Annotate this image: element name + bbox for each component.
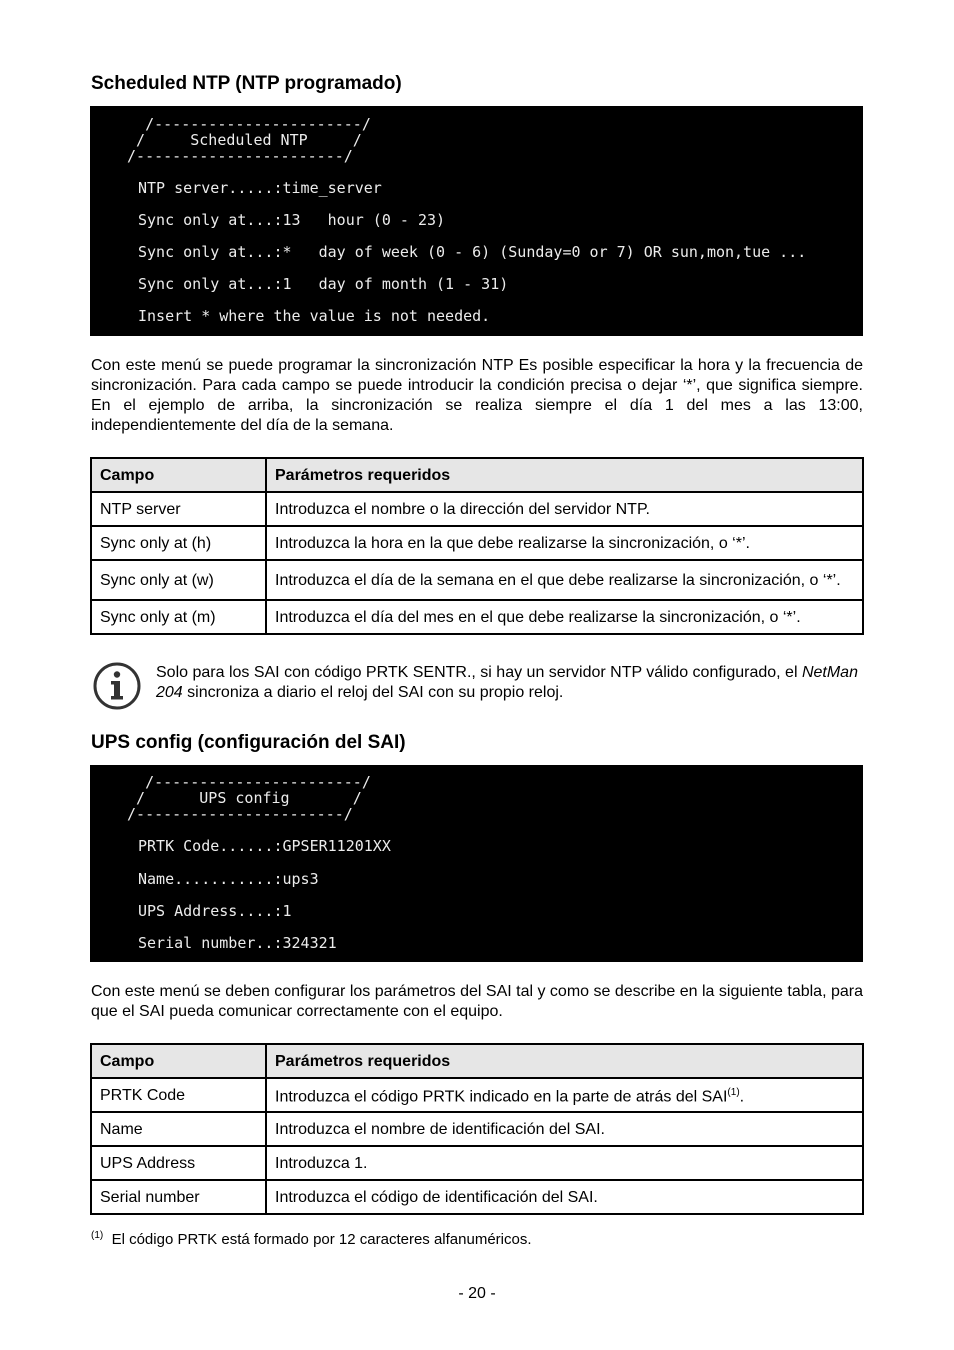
terminal-line: PRTK Code......:GPSER11201XX	[138, 837, 391, 855]
table-cell: NTP server	[91, 492, 266, 526]
table-cell: Introduzca la hora en la que debe realizarse la sincronización, o ‘*’.	[266, 526, 863, 560]
info-note-text: Solo para los SAI con código PRTK SENTR., si hay un servidor NTP válido configurado, el	[156, 664, 802, 681]
table-cell: Introduzca el código de identificación del SAI.	[266, 1180, 863, 1214]
table-ups-config	[90, 1043, 864, 1215]
page-number: - 20 -	[458, 1285, 496, 1302]
table-scheduled-ntp	[90, 457, 864, 635]
terminal-line: Insert * where the value is not needed.	[138, 307, 491, 325]
table-header-cell: Parámetros requeridos	[266, 1044, 863, 1078]
table-row	[91, 492, 863, 526]
terminal-line: /-----------------------/	[118, 805, 353, 823]
terminal-scheduled-ntp	[90, 106, 863, 336]
info-note	[156, 663, 861, 703]
terminal-line: Sync only at...:13 hour (0 - 23)	[138, 211, 446, 229]
table-cell: Introduzca el día del mes en el que debe realizarse la sincronización, o ‘*’.	[266, 600, 863, 634]
table-header-cell: Campo	[91, 1044, 266, 1078]
terminal-line: Serial number..:324321	[138, 934, 337, 952]
terminal-line: /-----------------------/	[118, 147, 353, 165]
footnote-reference: (1)	[727, 1087, 740, 1099]
table-cell-text: Introduzca el código PRTK indicado en la parte de atrás del SAI	[275, 1088, 728, 1106]
terminal-line: / Scheduled NTP /	[118, 131, 362, 149]
table-header-cell: Parámetros requeridos	[266, 458, 863, 492]
table-cell: Introduzca el día de la semana en el que debe realizarse la sincronización, o ‘*’.	[266, 560, 863, 600]
terminal-line: /-----------------------/	[118, 773, 371, 791]
table-cell: UPS Address	[91, 1146, 266, 1180]
table-row	[91, 1112, 863, 1146]
paragraph-ups-config: Con este menú se deben configurar los parámetros del SAI tal y como se describe en la siguiente tabla, para que el SAI pueda comunicar correctamente con el equipo.	[91, 983, 863, 1020]
table-cell: Sync only at (h)	[91, 526, 266, 560]
table-cell: Sync only at (m)	[91, 600, 266, 634]
terminal-line: /-----------------------/	[118, 115, 371, 133]
section-heading-ups-config: UPS config (configuración del SAI)	[91, 732, 406, 753]
table-cell: PRTK Code	[91, 1078, 266, 1112]
table-cell	[266, 1078, 863, 1112]
terminal-line: Name...........:ups3	[138, 870, 319, 888]
table-cell-suffix: .	[739, 1088, 745, 1106]
table-cell: Introduzca 1.	[266, 1146, 863, 1180]
footnote	[91, 1230, 532, 1248]
section-heading-scheduled-ntp: Scheduled NTP (NTP programado)	[91, 73, 402, 94]
table-row	[91, 1146, 863, 1180]
footnote-mark: (1)	[91, 1230, 104, 1241]
terminal-line: NTP server.....:time_server	[138, 179, 382, 197]
paragraph-scheduled-ntp: Con este menú se puede programar la sincronización NTP Es posible especificar la hora y la frecuencia de sincronización. Para cada campo se puede introducir la condición precisa o dejar ‘*’, que significa siempre. En el ejemplo de arriba, la sincronización se realiza siempre el día 1 del mes a las 13:00, independientemente del día de la semana.	[91, 357, 863, 434]
terminal-line: Sync only at...:1 day of month (1 - 31)	[138, 275, 509, 293]
terminal-ups-config	[90, 765, 863, 962]
table-cell: Introduzca el nombre de identificación del SAI.	[266, 1112, 863, 1146]
table-row	[91, 1078, 863, 1112]
product-name: NetMan 204	[156, 664, 858, 701]
table-header-row	[91, 1044, 863, 1078]
info-icon	[92, 661, 142, 711]
table-row	[91, 600, 863, 634]
table-header-cell: Campo	[91, 458, 266, 492]
footnote-text: El código PRTK está formado por 12 caracteres alfanuméricos.	[111, 1231, 532, 1248]
table-cell: Sync only at (w)	[91, 560, 266, 600]
table-header-row	[91, 458, 863, 492]
terminal-line: Sync only at...:* day of week (0 - 6) (Sunday=0 or 7) OR sun,mon,tue ...	[138, 243, 807, 261]
info-note-text: sincroniza a diario el reloj del SAI con su propio reloj.	[182, 684, 564, 701]
table-row	[91, 526, 863, 560]
terminal-line: UPS Address....:1	[138, 902, 292, 920]
table-cell: Introduzca el nombre o la dirección del servidor NTP.	[266, 492, 863, 526]
table-cell: Name	[91, 1112, 266, 1146]
table-cell: Serial number	[91, 1180, 266, 1214]
table-row	[91, 1180, 863, 1214]
terminal-line: / UPS config /	[118, 789, 362, 807]
table-row	[91, 560, 863, 600]
